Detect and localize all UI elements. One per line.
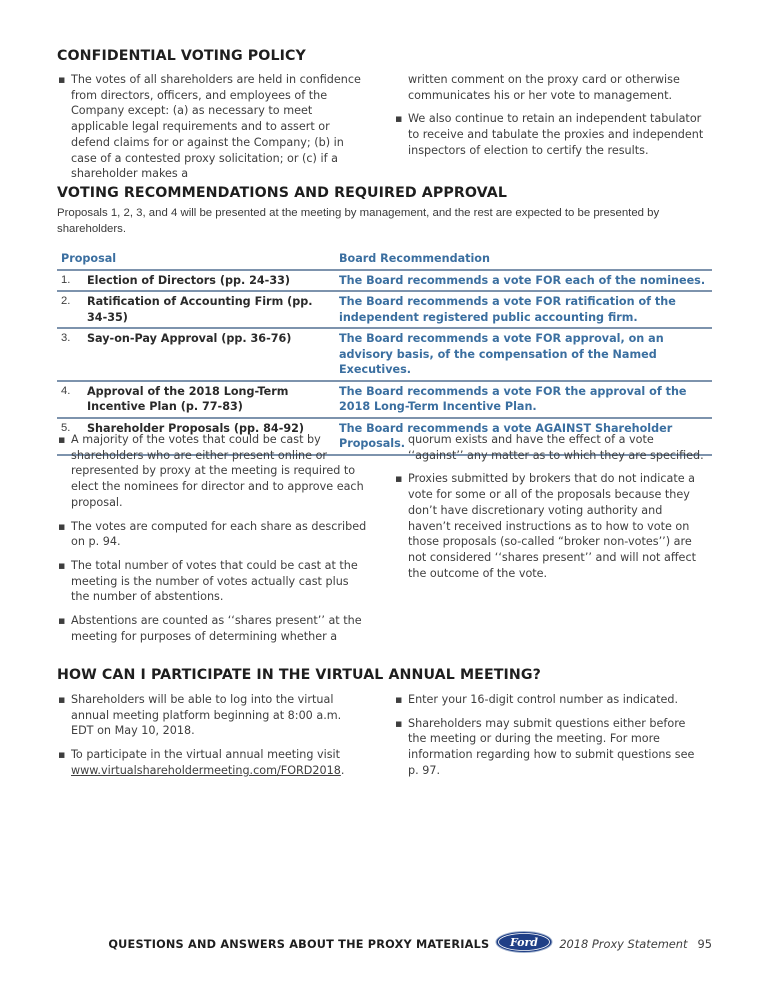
recommendations-left-column xyxy=(57,432,367,652)
bullet-item: ▪ The total number of votes that could be cast at the meeting is the number of votes actually cast plus the number of abstentions. xyxy=(58,558,358,604)
board-recommendation: The Board recommends a vote FOR ratification of the independent registered public accounting firm. xyxy=(335,291,712,328)
board-recommendation: The Board recommends a vote FOR each of the nominees. xyxy=(335,270,712,292)
proposal-name: Shareholder Proposals (pp. 84-92) xyxy=(83,418,335,455)
bullet-icon: ▪ xyxy=(58,73,66,86)
confidential-left-column xyxy=(57,72,367,190)
proposal-name: Say-on-Pay Approval (pp. 36-76) xyxy=(83,328,335,381)
proposal-name: Ratification of Accounting Firm (pp. 34-35) xyxy=(83,291,335,328)
column-header-proposal: Proposal xyxy=(57,250,335,270)
proposal-number: 3. xyxy=(57,328,83,381)
recommendations-intro: Proposals 1, 2, 3, and 4 will be presented at the meeting by management, and the rest are expected to be presented by shareholders. xyxy=(57,207,660,235)
table-header-row xyxy=(57,250,712,270)
bullet-item: ▪ The votes of all shareholders are held in confidence from directors, officers, and employees of the Company except: (a) as necessary to meet applicable legal requirements and to assert or defend claims for or against the Company; (b) in case of a contested proxy solicitation; or (c) if a shareholder makes a xyxy=(58,73,361,181)
recommendations-right-column xyxy=(394,432,704,589)
proposal-number: 4. xyxy=(57,381,83,418)
footer-document-title: 2018 Proxy Statement xyxy=(559,937,688,951)
confidential-voting-heading: CONFIDENTIAL VOTING POLICY xyxy=(57,48,306,64)
bullet-icon: ▪ xyxy=(58,748,66,762)
proposal-name: Approval of the 2018 Long-Term Incentive Plan (p. 77-83) xyxy=(83,381,335,418)
board-recommendation: The Board recommends a vote AGAINST Shareholder Proposals. xyxy=(335,418,712,455)
bullet-item: ▪ Enter your 16-digit control number as indicated. xyxy=(395,693,679,706)
bullet-icon: ▪ xyxy=(58,614,66,628)
bullet-icon: ▪ xyxy=(395,112,403,126)
bullet-item: ▪ Proxies submitted by brokers that do not indicate a vote for some or all of the proposals because they don’t have discretionary voting authority and haven’t received instructions as to how to vote on those proposals (so-called “broker non-votes’’) are not considered ‘‘shares present’’ and will not affect the outcome of the vote. xyxy=(395,472,696,580)
bullet-item: ▪ We also continue to retain an independent tabulator to receive and tabulate the proxies and independent inspectors of election to certify the results. xyxy=(395,112,704,157)
page-footer xyxy=(0,934,712,954)
bullet-icon: ▪ xyxy=(58,558,66,572)
proposal-name: Election of Directors (pp. 24-33) xyxy=(83,270,335,292)
virtual-left-column xyxy=(57,692,367,787)
svg-text:Ford: Ford xyxy=(510,936,539,949)
board-recommendation: The Board recommends a vote FOR the approval of the 2018 Long-Term Incentive Plan. xyxy=(335,381,712,418)
confidential-right-column xyxy=(394,72,704,167)
virtual-meeting-link[interactable]: www.virtualshareholdermeeting.com/FORD2018 xyxy=(71,763,341,777)
virtual-meeting-heading: HOW CAN I PARTICIPATE IN THE VIRTUAL ANNUAL MEETING? xyxy=(57,667,541,683)
table-row xyxy=(57,270,712,292)
voting-recommendations-heading: VOTING RECOMMENDATIONS AND REQUIRED APPROVAL xyxy=(57,185,507,201)
bullet-icon: ▪ xyxy=(395,693,403,706)
bullet-icon: ▪ xyxy=(395,716,403,730)
proposals-table xyxy=(57,250,712,456)
proposal-number: 5. xyxy=(57,418,83,455)
bullet-continuation: quorum exists and have the effect of a vote ‘‘against’’ any matter as to which they are specified. xyxy=(408,433,704,462)
bullet-item: ▪ To participate in the virtual annual meeting visit www.virtualshareholdermeeting.com/FORD2018. xyxy=(58,748,345,777)
bullet-item: ▪ Shareholders may submit questions either before the meeting or during the meeting. For more information regarding how to submit questions see p. 97. xyxy=(395,716,695,777)
board-recommendation: The Board recommends a vote FOR approval, on an advisory basis, of the compensation of the Named Executives. xyxy=(335,328,712,381)
ford-logo-icon xyxy=(495,931,553,957)
bullet-item: ▪ A majority of the votes that could be cast by shareholders who are either present online or represented by proxy at the meeting is required to elect the nominees for director and to approve each proposal. xyxy=(58,433,364,509)
bullet-icon: ▪ xyxy=(58,519,66,533)
proposal-number: 1. xyxy=(57,270,83,292)
virtual-right-column xyxy=(394,692,704,787)
bullet-icon: ▪ xyxy=(395,472,403,486)
table-row xyxy=(57,328,712,381)
bullet-continuation: written comment on the proxy card or otherwise communicates his or her vote to management. xyxy=(408,73,680,102)
bullet-icon: ▪ xyxy=(58,693,66,706)
page-number: 95 xyxy=(697,937,712,951)
column-header-board-recommendation: Board Recommendation xyxy=(335,250,712,270)
bullet-item: ▪ The votes are computed for each share as described on p. 94. xyxy=(58,519,367,549)
bullet-item: ▪ Abstentions are counted as ‘‘shares present’’ at the meeting for purposes of determining whether a xyxy=(58,614,362,643)
footer-section-title: QUESTIONS AND ANSWERS ABOUT THE PROXY MATERIALS xyxy=(108,937,490,951)
bullet-icon: ▪ xyxy=(58,433,66,446)
table-row xyxy=(57,381,712,418)
table-row xyxy=(57,291,712,328)
bullet-item: ▪ Shareholders will be able to log into the virtual annual meeting platform beginning at 8:00 a.m. EDT on May 10, 2018. xyxy=(58,693,342,738)
proposal-number: 2. xyxy=(57,291,83,328)
